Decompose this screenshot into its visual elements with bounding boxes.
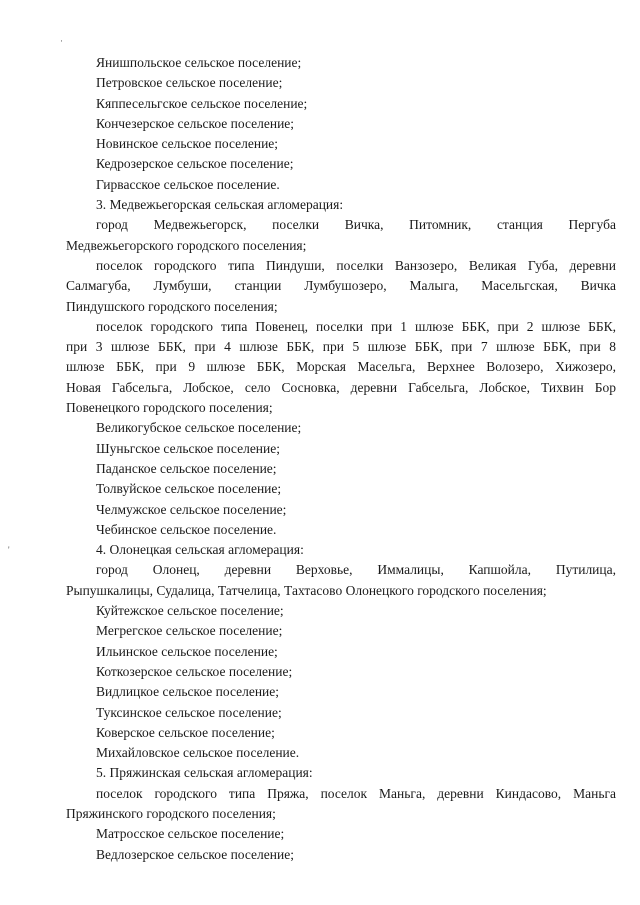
text-line: Чебинское сельское поселение. — [96, 521, 277, 537]
text-line: Гирвасское сельское поселение. — [96, 176, 280, 192]
text-line: поселок городского типа Пряжа, поселок Маньга, деревни Киндасово, Маньга — [96, 785, 616, 801]
text-line: Паданское сельское поселение; — [96, 460, 277, 476]
text-line: Пряжинского городского поселения; — [66, 805, 276, 821]
text-line: Новая Габсельга, Лобское, село Сосновка, деревни Габсельга, Лобское, Тихвин Бор — [66, 379, 616, 395]
text-line: Толвуйское сельское поселение; — [96, 481, 282, 497]
text-line: город Олонец, деревни Верховье, Иммалицы, Капшойла, Путилица, — [96, 562, 616, 578]
text-line: поселок городского типа Пиндуши, поселки Ванзозеро, Великая Губа, деревни — [96, 257, 616, 273]
text-line: Кедрозерское сельское поселение; — [96, 156, 294, 172]
text-line: при 3 шлюзе ББК, при 4 шлюзе ББК, при 5 шлюзе ББК, при 7 шлюзе ББК, при 8 — [66, 339, 616, 355]
scan-speck: · — [60, 36, 63, 46]
text-line: Михайловское сельское поселение. — [96, 745, 300, 761]
text-line: шлюзе ББК, при 9 шлюзе ББК, Морская Масельга, Верхнее Волозеро, Хижозеро, — [66, 359, 616, 375]
text-line: Туксинское сельское поселение; — [96, 704, 282, 720]
text-line: Медвежьегорского городского поселения; — [66, 237, 307, 253]
text-line: Рыпушкалицы, Судалица, Татчелица, Тахтасово Олонецкого городского поселения; — [66, 582, 547, 598]
text-line: Мегрегское сельское поселение; — [96, 623, 283, 639]
section-heading: 3. Медвежьегорская сельская агломерация: — [96, 197, 344, 213]
text-line: Ведлозерское сельское поселение; — [96, 846, 294, 862]
text-line: Кяппесельгское сельское поселение; — [96, 95, 308, 111]
text-line: Челмужское сельское поселение; — [96, 501, 287, 517]
text-line: Шуньгское сельское поселение; — [96, 440, 281, 456]
text-line: Янишпольское сельское поселение; — [96, 55, 302, 70]
text-line: Салмагуба, Лумбуши, станции Лумбушозеро, Малыга, Масельгская, Вичка — [66, 278, 616, 294]
text-line: Коткозерское сельское поселение; — [96, 663, 293, 679]
text-line: Великогубское сельское поселение; — [96, 420, 302, 436]
text-line: Матросское сельское поселение; — [96, 826, 285, 842]
section-heading: 5. Пряжинская сельская агломерация: — [96, 765, 313, 781]
text-line: Пиндушского городского поселения; — [66, 298, 278, 314]
text-line: Кончезерское сельское поселение; — [96, 115, 295, 131]
text-line: Видлицкое сельское поселение; — [96, 684, 280, 700]
scan-speck: ' — [8, 545, 10, 555]
text-line: Повенецкого городского поселения; — [66, 400, 273, 416]
text-line: Петровское сельское поселение; — [96, 75, 283, 91]
text-line: Куйтежское сельское поселение; — [96, 603, 284, 619]
text-line: город Медвежьегорск, поселки Вичка, Питомник, станция Пергуба — [96, 217, 616, 233]
text-line: Новинское сельское поселение; — [96, 136, 279, 152]
document-body — [66, 53, 616, 865]
text-line: поселок городского типа Повенец, поселки при 1 шлюзе ББК, при 2 шлюзе ББК, — [96, 318, 616, 334]
text-line: Ильинское сельское поселение; — [96, 643, 278, 659]
text-line: Коверское сельское поселение; — [96, 724, 275, 740]
section-heading: 4. Олонецкая сельская агломерация: — [96, 542, 304, 558]
